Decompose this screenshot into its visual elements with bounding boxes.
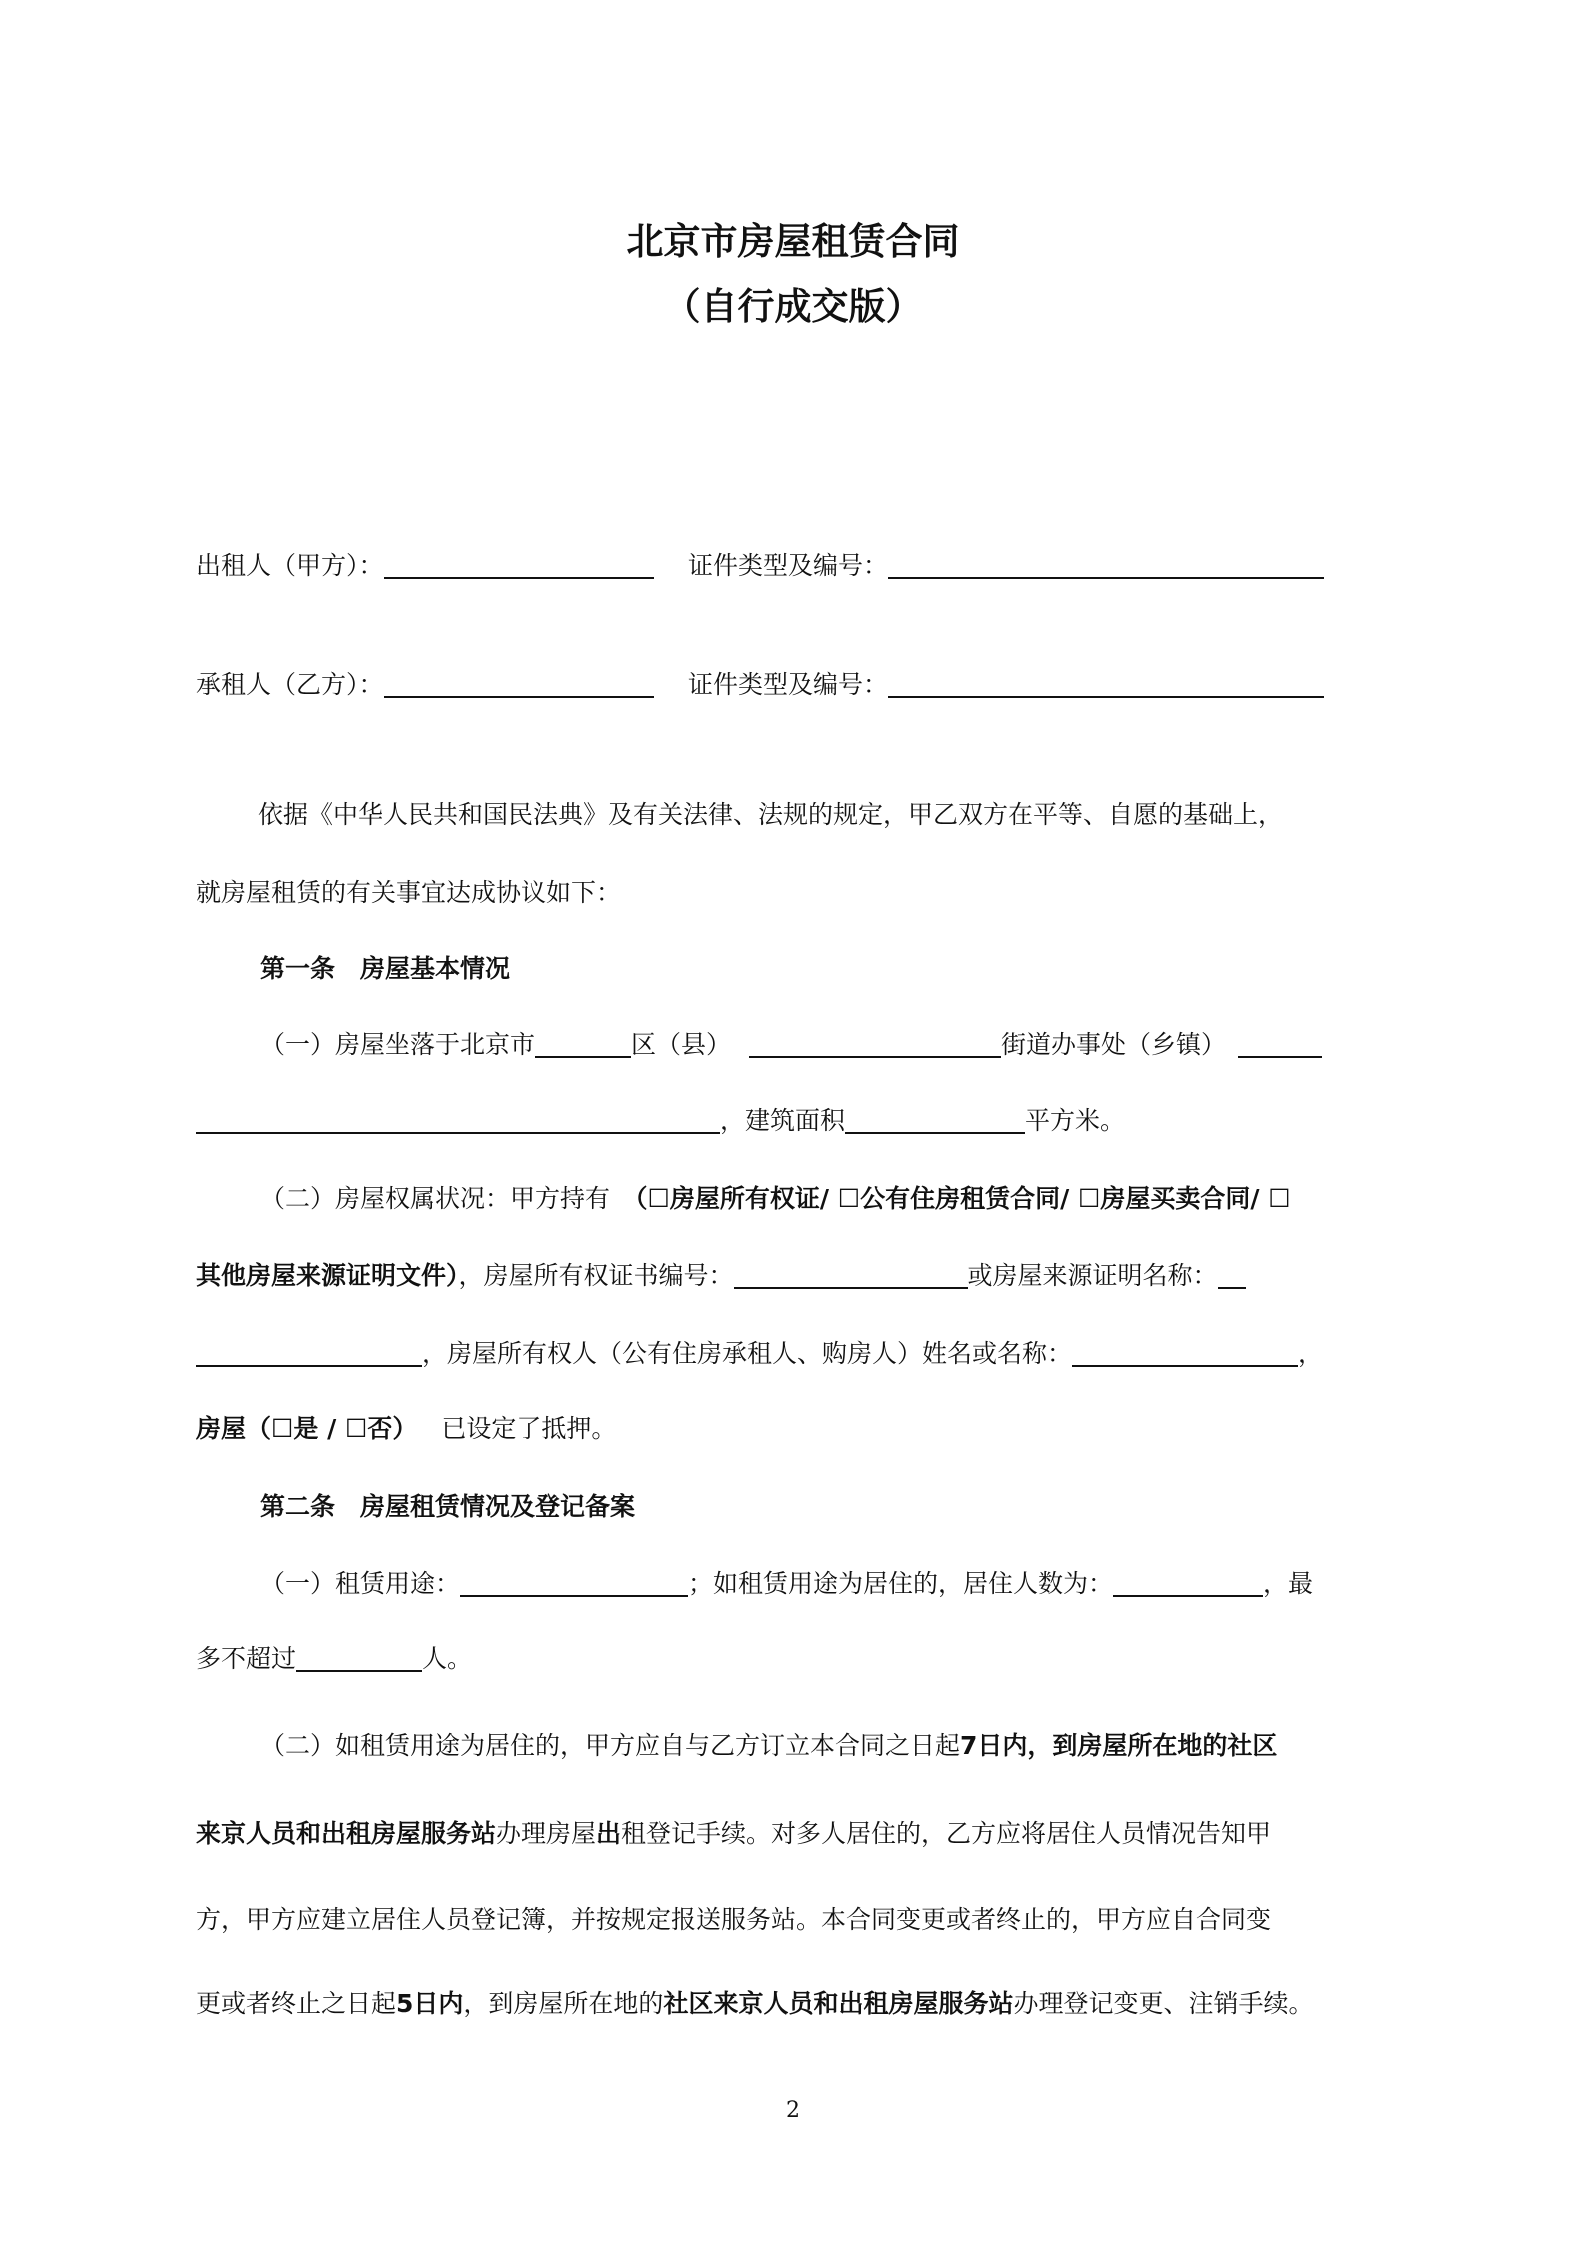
article-2-clause-1-line-1 — [260, 1566, 1313, 1602]
article-1-clause-2-line-3 — [196, 1336, 1323, 1372]
lessee-id-label: 证件类型及编号： — [688, 670, 889, 699]
intro-line-1: 依据《中华人民共和国民法典》及有关法律、法规的规定，甲乙双方在平等、自愿的基础上， — [258, 800, 1284, 829]
max-label: 多不超过 — [196, 1644, 297, 1673]
lessee-id-blank[interactable] — [888, 670, 1324, 698]
usage-blank[interactable] — [460, 1569, 688, 1597]
lessee-id-row — [688, 667, 1324, 703]
article-2-clause-2-line-1 — [260, 1728, 1277, 1764]
lessor-id-row — [688, 548, 1324, 584]
location-label: （一）房屋坐落于北京市 — [260, 1030, 536, 1059]
source-proof-blank-start[interactable] — [1218, 1261, 1246, 1289]
lessee-name-blank[interactable] — [384, 670, 654, 698]
lessor-row — [196, 548, 654, 584]
service-station-name: 来京人员和出租房屋服务站 — [196, 1819, 497, 1848]
ownership-label: （二）房屋权属状况：甲方持有 — [260, 1184, 636, 1213]
article-1-clause-2-line-2 — [196, 1258, 1246, 1294]
clause-2-text: 租登记手续。对多人居住的，乙方应将居住人员情况告知甲 — [621, 1819, 1272, 1848]
district-blank[interactable] — [535, 1030, 631, 1058]
certificate-number-blank[interactable] — [734, 1261, 968, 1289]
address-blank[interactable] — [196, 1106, 720, 1134]
contract-subtitle: （自行成交版） — [663, 285, 923, 328]
lessor-label: 出租人（甲方）： — [196, 551, 384, 580]
article-2-heading: 第二条 房屋租赁情况及登记备案 — [260, 1492, 636, 1521]
clause-2-deadline: 5日内 — [396, 1989, 464, 2018]
occupants-blank[interactable] — [1113, 1569, 1263, 1597]
article-1-heading: 第一条 房屋基本情况 — [260, 954, 511, 983]
clause-2-text: 办理房屋 — [496, 1819, 597, 1848]
article-1-clause-2-line-4 — [196, 1411, 616, 1447]
owner-name-comma: ， — [1298, 1339, 1324, 1368]
article-2-clause-2-line-2 — [196, 1816, 1271, 1852]
source-proof-label: 或房屋来源证明名称： — [967, 1261, 1218, 1290]
clause-2-text: （二）如租赁用途为居住的，甲方应自与乙方订立本合同之日起 — [260, 1731, 961, 1760]
article-1-clause-1-line-2 — [196, 1103, 1125, 1139]
owner-name-label: ，房屋所有权人（公有住房承租人、购房人）姓名或名称： — [422, 1339, 1073, 1368]
article-1-clause-1-line-1 — [260, 1027, 1322, 1063]
article-2-clause-1-line-2 — [196, 1641, 472, 1677]
clause-2-deadline: 7日内，到房屋所在地的社区 — [960, 1731, 1278, 1760]
max-occupants-blank[interactable] — [296, 1644, 422, 1672]
certificate-number-label: ，房屋所有权证书编号： — [458, 1261, 734, 1290]
service-station-name: 社区来京人员和出租房屋服务站 — [663, 1989, 1014, 2018]
area-unit: 平方米。 — [1025, 1106, 1126, 1135]
lessee-label: 承租人（乙方）： — [196, 670, 384, 699]
lessee-row — [196, 667, 654, 703]
intro-line-2: 就房屋租赁的有关事宜达成协议如下： — [196, 878, 622, 907]
max-prefix: ，最 — [1263, 1569, 1314, 1598]
clause-2-text: ，到房屋所在地的 — [463, 1989, 664, 2018]
area-label: ，建筑面积 — [720, 1106, 846, 1135]
owner-name-blank[interactable] — [1072, 1339, 1298, 1367]
district-label: 区（县） — [631, 1030, 732, 1059]
mortgage-text: 已设定了抵押。 — [441, 1414, 617, 1443]
street-blank[interactable] — [749, 1030, 1001, 1058]
article-2-clause-2-line-3: 方，甲方应建立居住人员登记簿，并按规定报送服务站。本合同变更或者终止的，甲方应自合同变 — [196, 1905, 1272, 1934]
contract-title: 北京市房屋租赁合同 — [626, 220, 960, 263]
area-blank[interactable] — [845, 1106, 1025, 1134]
ownership-option-other[interactable]: 其他房屋来源证明文件） — [196, 1261, 459, 1290]
article-1-clause-2-line-1 — [260, 1181, 1291, 1217]
persons-unit: 人。 — [422, 1644, 473, 1673]
ownership-options[interactable]: （☐房屋所有权证/ ☐公有住房租赁合同/ ☐房屋买卖合同/ ☐ — [635, 1184, 1291, 1213]
occupants-label: ；如租赁用途为居住的，居住人数为： — [688, 1569, 1114, 1598]
clause-2-text: 更或者终止之日起 — [196, 1989, 397, 2018]
lessor-id-blank[interactable] — [888, 551, 1324, 579]
clause-2-emphasis: 出 — [596, 1819, 622, 1848]
lessor-id-label: 证件类型及编号： — [688, 551, 889, 580]
subdistrict-label: 街道办事处（乡镇） — [1001, 1030, 1227, 1059]
page-number: 2 — [786, 2098, 800, 2123]
clause-2-text: 办理登记变更、注销手续。 — [1013, 1989, 1314, 2018]
article-2-clause-2-line-4 — [196, 1986, 1313, 2022]
usage-label: （一）租赁用途： — [260, 1569, 461, 1598]
source-proof-blank[interactable] — [196, 1339, 422, 1367]
township-blank[interactable] — [1238, 1030, 1322, 1058]
lessor-name-blank[interactable] — [384, 551, 654, 579]
mortgage-options[interactable]: 房屋（☐是 / ☐否） — [196, 1414, 418, 1443]
